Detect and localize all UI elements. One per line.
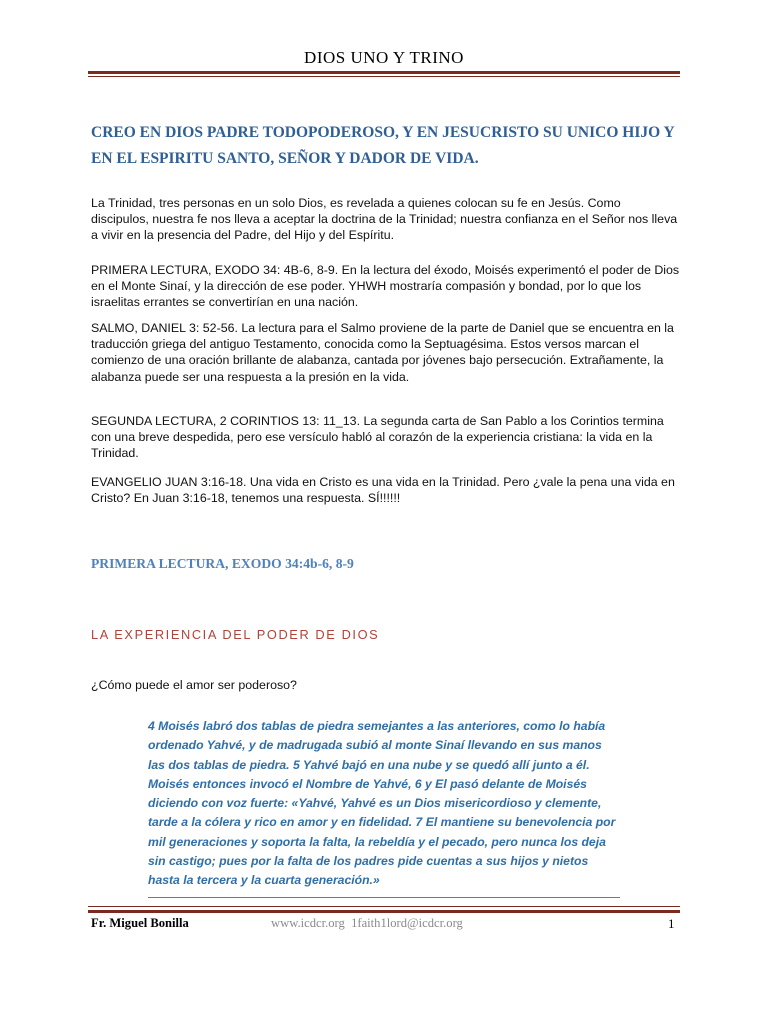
main-title: CREO EN DIOS PADRE TODOPODEROSO, Y EN JESUCRISTO SU UNICO HIJO Y EN EL ESPIRITU SANTO, SEÑOR Y DADOR DE VIDA. [91,124,675,167]
second-reading-summary: SEGUNDA LECTURA, 2 CORINTIOS 13: 11_13. La segunda carta de San Pablo a los Corintios termina con una breve despedida, pero ese versículo habló al corazón de la experiencia cristiana: la vida en la Trinidad. [91,414,664,461]
scripture-quote: 4 Moisés labró dos tablas de piedra semejantes a las anteriores, como lo había ordenado Yahvé, y de madrugada subió al monte Sinaí llevando en sus manos las dos tablas de piedra. 5 Yahvé bajó en una nube y se quedó allí junto a él. Moisés entonces invocó el Nombre de Yahvé, 6 y El pasó delante de Moisés diciendo con voz fuerte: «Yahvé, Yahvé es un Dios misericordioso y clemente, tarde a la cólera y rico en amor y en fidelidad. 7 El mantiene su benevolencia por mil generaciones y soporta la falta, la rebeldía y el pecado, pero nunca los deja sin castigo; pues por la falta de los padres pide cuentas a sus hijos y nietos hasta la tercera y la cuarta generación.» [148,719,616,888]
footer-page-number: 1 [668,916,675,931]
header-rule-thin [88,76,680,77]
section-subheading: LA EXPERIENCIA DEL PODER DE DIOS [91,627,380,642]
intro-paragraph: La Trinidad, tres personas en un solo Dios, es revelada a quienes colocan su fe en Jesús. Como discipulos, nuestra fe nos lleva a aceptar la doctrina de la Trinidad; nuestra confianza en el Señor nos lleva a vivir en la presencia del Padre, del Hijo y del Espíritu. [91,196,678,243]
gospel-summary: EVANGELIO JUAN 3:16-18. Una vida en Cristo es una vida en la Trinidad. Pero ¿vale la pena una vida en Cristo? En Juan 3:16-18, tenemos una respuesta. SÍ!!!!!! [91,475,675,506]
footer-author: Fr. Miguel Bonilla [91,916,189,930]
footer-website-email: www.icdcr.org 1faith1lord@icdcr.org [271,916,463,930]
psalm-summary: SALMO, DANIEL 3: 52-56. La lectura para el Salmo proviene de la parte de Daniel que se encuentra en la traducción griega del antiguo Testamento, conocida como la Septuagésima. Estos versos marcan el comienzo de una oración brillante de alabanza, cantada por jóvenes bajo persecución. Extrañamente, la alabanza puede ser una respuesta a la presión en la vida. [91,321,674,384]
page-header-title: DIOS UNO Y TRINO [304,48,464,67]
first-reading-summary: PRIMERA LECTURA, EXODO 34: 4B-6, 8-9. En la lectura del éxodo, Moisés experimentó el poder de Dios en el Monte Sinaí, y la dirección de ese poder. YHWH mostraría compasión y bondad, por lo que los israelitas errantes se convertirían en una nación. [91,263,680,310]
footer-rule-thick [88,910,680,913]
question-text: ¿Cómo puede el amor ser poderoso? [91,678,297,692]
header-rule-thick [88,71,680,74]
section-heading: PRIMERA LECTURA, EXODO 34:4b-6, 8-9 [91,556,354,571]
footer-rule-thin [88,906,680,907]
quote-underline [148,897,620,898]
